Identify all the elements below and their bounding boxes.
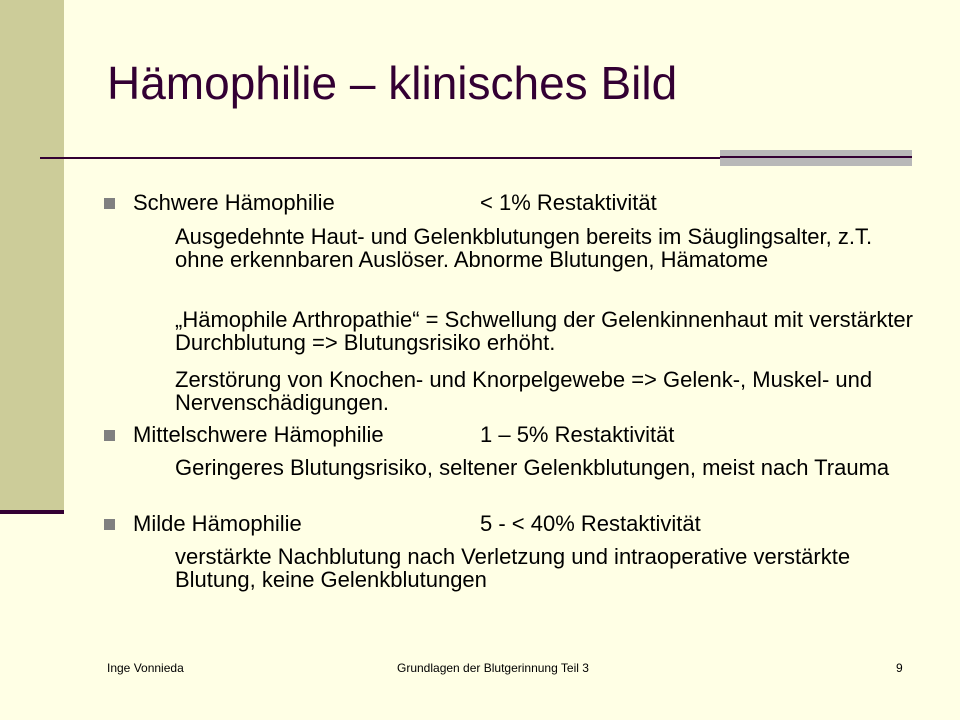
bullet-label: Milde Hämophilie [133,511,302,536]
bullet-label: Schwere Hämophilie [133,190,335,215]
title-divider-accent [720,150,912,166]
bullet-value: 5 - < 40% Restaktivität [480,511,701,536]
bullet-value: 1 – 5% Restaktivität [480,422,675,447]
bullet-detail: „Hämophile Arthropathie“ = Schwellung der Gelenkinnenhaut mit verstärkter Durchblutung => Blutungsrisiko erhöht. [175,307,913,355]
slide-title: Hämophilie – klinisches Bild [107,57,678,109]
square-bullet-icon [104,519,115,530]
bullet-detail: Geringeres Blutungsrisiko, seltener Gelenkblutungen, meist nach Trauma [175,455,890,480]
square-bullet-icon [104,430,115,441]
bullet-detail: Ausgedehnte Haut- und Gelenkblutungen bereits im Säuglingsalter, z.T. ohne erkennbaren Auslöser. Abnorme Blutungen, Hämatome [175,224,873,272]
bullet-detail: Zerstörung von Knochen- und Knorpelgewebe => Gelenk-, Muskel- und Nervenschädigungen. [175,367,873,415]
decorative-left-band [0,0,64,512]
footer-author: Inge Vonnieda [107,661,184,675]
footer-page-number: 9 [896,661,903,675]
footer-course: Grundlagen der Blutgerinnung Teil 3 [397,661,589,675]
title-divider [40,157,720,159]
decorative-band-accent [0,510,64,514]
bullet-detail: verstärkte Nachblutung nach Verletzung und intraoperative verstärkte Blutung, keine Gelenkblutungen [175,544,851,592]
square-bullet-icon [104,198,115,209]
bullet-label: Mittelschwere Hämophilie [133,422,384,447]
bullet-value: < 1% Restaktivität [480,190,657,215]
